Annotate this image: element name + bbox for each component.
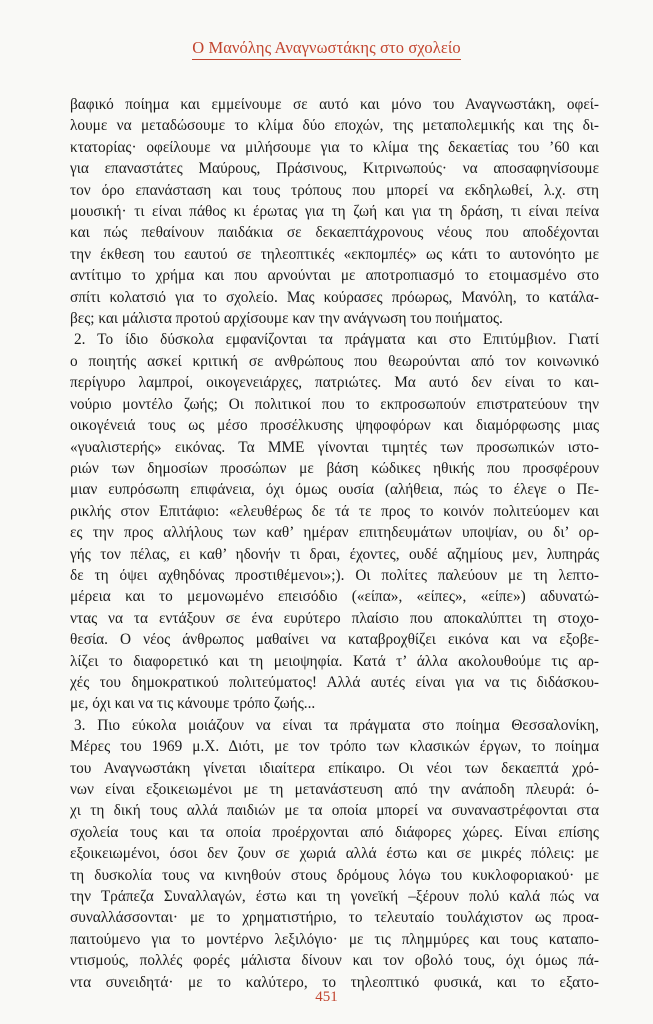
text-line: χές του δημοκρατικού πολιτεύματος! Αλλά αυτές είναι για να τις διδάσκου- [70, 673, 599, 691]
text-line: την έκθεση του εαυτού σε τηλεοπτικές «εκπομπές» ως κάτι το αυτονόητο με [70, 245, 599, 263]
text-line: χι τη δική τους αλλά παιδιών με τα οποία μπορεί να συναναστρέφονται στα [70, 802, 599, 820]
text-line: σχολεία τους και τα οποία προέρχονται από διάφορες χώρες. Είναι επίσης [70, 823, 599, 841]
text-line: ρικλής στον Επιτάφιο: «ελευθέρως δε τά τε προς το κοινόν πολιτεύομεν και [70, 502, 599, 520]
text-line: συναλλάσσονται· με το χρηματιστήριο, το τελευταίο τουλάχιστον ως προα- [70, 909, 599, 927]
text-line: θεσία. Ο νέος άνθρωπος μαθαίνει να καταβροχθίζει εικόνα και να εξοβε- [70, 631, 599, 649]
text-line: περίγυρο λαμπροί, οικογενειάρχες, πατριώτες. Μα αυτό δεν είναι το και- [70, 374, 599, 392]
text-line: μιαν ευπρόσωπη επιφάνεια, όχι όμως ουσία (αλήθεια, πώς το έλεγε ο Πε- [70, 481, 599, 499]
text-line: ες την προς αλλήλους των καθ’ ημέραν επιτηδευμάτων υποψίαν, ου δι’ ορ- [70, 524, 599, 542]
text-line: ριών των δημοσίων προσώπων με βάση κώδικες ηθικής που προσφέρουν [70, 459, 599, 477]
text-line: 3. Πιο εύκολα μοιάζουν να είναι τα πράγματα στο ποίημα Θεσσαλονίκη, [74, 716, 599, 734]
text-line: ντισμούς, πολλές φορές μάλιστα δίνουν και τον οβολό τους, όχι όμως πά- [70, 952, 599, 970]
text-line: αντίτιμο το χρήμα και που αρνούνται με αποτροπιασμό το ετοιμασμένο στο [70, 267, 599, 285]
text-line: τον όρο επανάσταση και τους τρόπους που μπορεί να εκδηλωθεί, λ.χ. στη [70, 181, 599, 199]
text-line: τη δυσκολία τους να κινηθούν στους δρόμους λόγω του κυκλοφοριακού· με [70, 866, 599, 884]
text-line: νούριο μοντέλο ζωής; Οι πολιτικοί που το εκπροσωπούν επιστρατεύουν την [70, 395, 599, 413]
text-line: βαφικό ποίημα και εμμείνουμε σε αυτό και μόνο του Αναγνωστάκη, οφεί- [70, 96, 599, 113]
text-line: λίζει το διαφορετικό και τη μειοψηφία. Κατά τ’ άλλα ακολουθούμε τις αρ- [70, 652, 599, 670]
text-line: σπίτι κολατσιό για το σχολείο. Μας κούρασες πρόωρως, Μανόλη, το κατάλα- [70, 288, 599, 306]
text-line: ο ποιητής ασκεί κριτική σε ανθρώπους που θεωρούνται από τον κοινωνικό [70, 352, 599, 370]
text-line: την Τράπεζα Συναλλαγών, έστω και τη γονεϊκή –ξέρουν πολύ καλά πώς να [70, 888, 599, 906]
text-line: νων είναι εξοικειωμένοι με τη μετανάστευση από την ανάποδη πλευρά: ό- [70, 781, 599, 798]
body-text [70, 94, 599, 993]
text-line: και πώς πεθαίνουν παιδάκια σε δεκαεπτάχρονους νέους που αποδέχονται [70, 224, 599, 242]
text-line: γής τον πέλας, ει καθ’ ηδονήν τι δραι, έχοντες, ουδέ αζημίους μεν, λυπηράς [70, 545, 599, 563]
text-line: για επαναστάτες Μαύρους, Πράσινους, Κιτρινωπούς· να αποσαφηνίσουμε [70, 160, 599, 178]
text-line: μέρεια και το μεμονωμένο επεισόδιο («είπα», «είπες», «είπε») αδυνατώ- [70, 588, 599, 606]
text-line: εξοικειωμένοι, όσοι δεν ζουν σε χωριά αλλά έστω και σε μικρές πόλεις: με [70, 845, 599, 863]
text-line: Μέρες του 1969 μ.Χ. Διότι, με τον τρόπο των κλασικών έργων, το ποίημα [70, 738, 599, 756]
running-header-title: Ο Μανόλης Αναγνωστάκης στο σχολείο [192, 38, 461, 60]
text-line: με, όχι και να τις κάνουμε τρόπο ζωής... [70, 695, 316, 713]
text-line: ντα συνειδητά· με το καλύτερο, το τηλεοπτικό φυσικά, και το εξατο- [70, 973, 599, 991]
text-line: λουμε να μεταδώσουμε το κλίμα δύο εποχών, της μεταπολεμικής και της δι- [70, 117, 599, 135]
text-line: «γυαλιστερής» εικόνας. Τα ΜΜΕ γίνονται τιμητές των προσωπικών ιστο- [70, 438, 599, 456]
text-line: παιτούμενο για το μοντέρνο λεξιλόγιο· με τις πλημμύρες και τους καταπο- [70, 930, 599, 948]
running-header [0, 38, 653, 58]
text-line: μουσική· τι είναι πάθος κι έρωτας για τη ζωή και για τη δράση, τι είναι πείνα [70, 203, 599, 221]
text-line: δε τη όψει αχθηδόνας προστιθέμενοι»;). Οι πολίτες παλεύουν με τη λεπτο- [70, 566, 599, 584]
text-line: ντας να τα εντάξουν σε ένα ευρύτερο πλαίσιο που αποκαλύπτει τη στοχο- [70, 609, 599, 627]
page-number: 451 [315, 989, 338, 1005]
text-line: 2. Το ίδιο δύσκολα εμφανίζονται τα πράγματα και στο Επιτύμβιον. Γιατί [74, 331, 599, 349]
text-line: κτατορίας· οφείλουμε να μιλήσουμε για το κλίμα της δεκαετίας του ’60 και [70, 138, 599, 156]
text-line: του Αναγνωστάκη γίνεται ιδιαίτερα επίκαιρο. Οι νέοι των δεκαεπτά χρό- [70, 759, 599, 777]
text-line: οικογένειά τους ως μέσο προσέλκυσης ψηφοφόρων και διαμόρφωσης μιας [70, 417, 599, 435]
text-line: βες; και μάλιστα προτού αρχίσουμε καν την ανάγνωση του ποιήματος. [70, 310, 503, 328]
